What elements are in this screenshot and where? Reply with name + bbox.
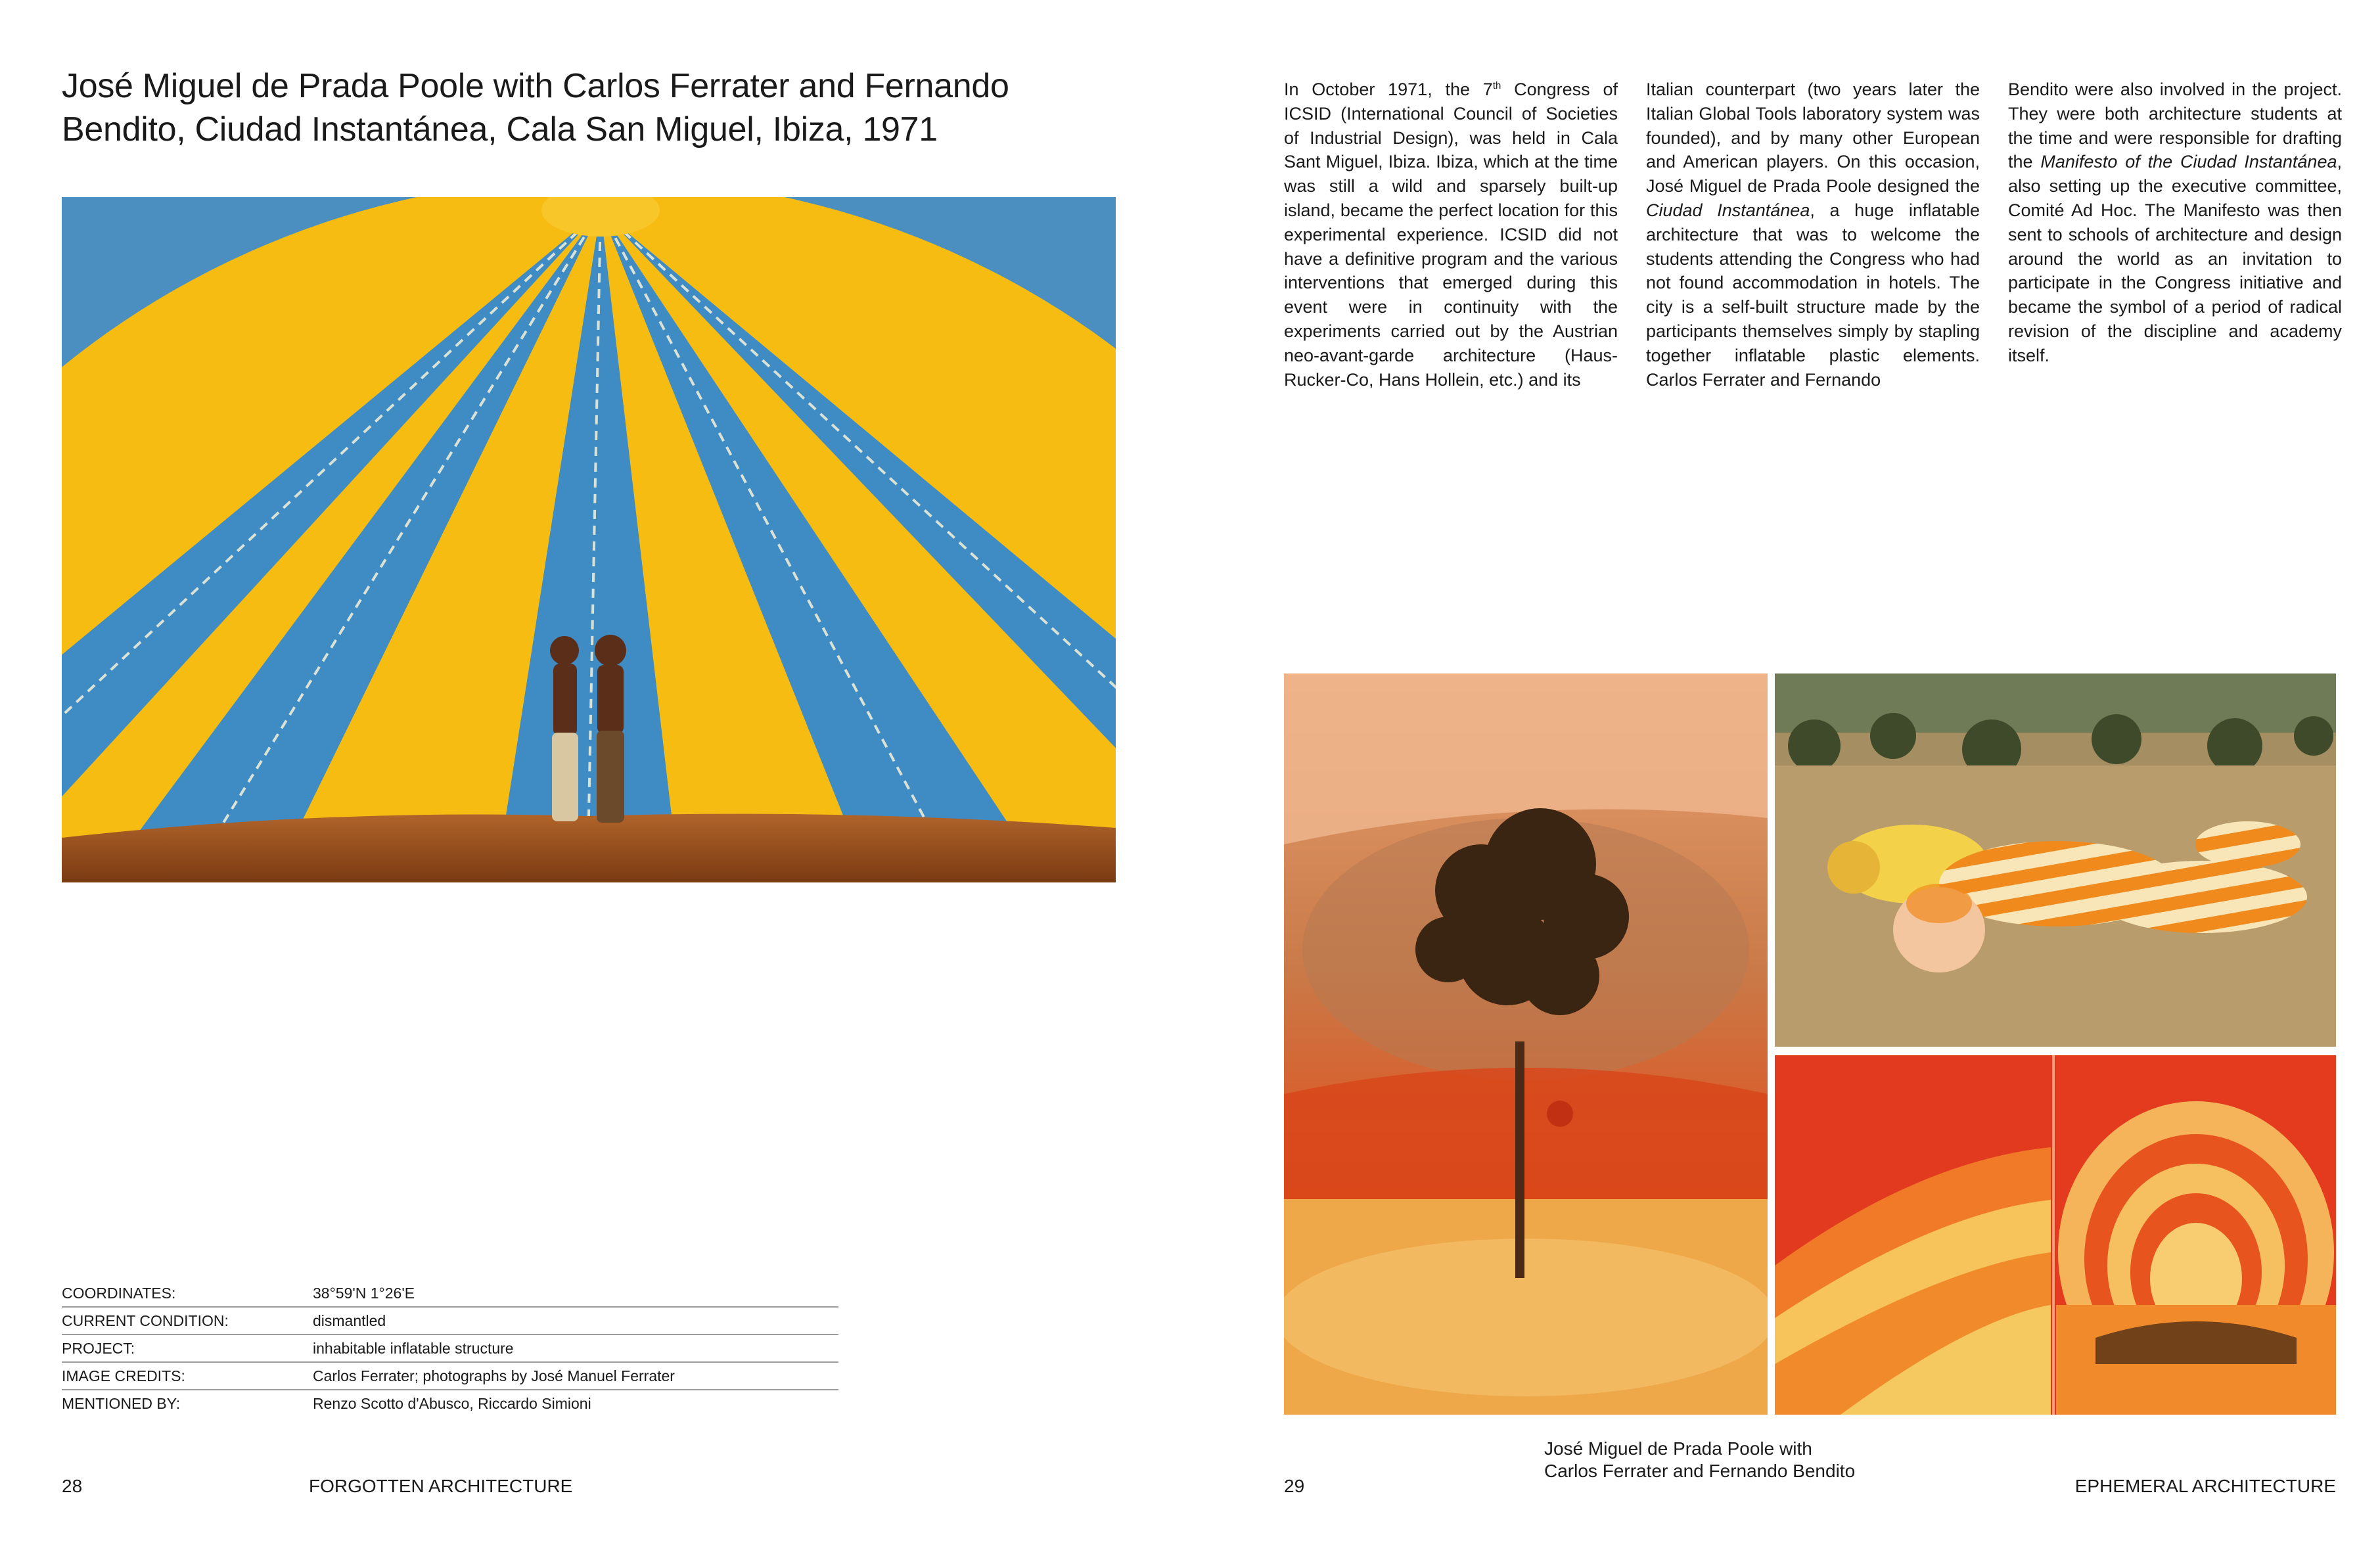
body-column-2 [1646,78,1980,392]
body-text: , also setting up the executive committee, Comité Ad Hoc. The Manifesto was then sent to schools of architecture and design around the world as an invitation to participate in the Congress initiative and became the symbol of a period of radical revision of the discipline and academy itself. [2008,152,2342,365]
italic-title: Ciudad Instantánea [1646,200,1810,220]
fact-label: COORDINATES: [62,1285,176,1302]
fact-label: MENTIONED BY: [62,1395,181,1412]
page-number-right: 29 [1284,1476,1305,1496]
body-text: Congress of ICSID (International Council of Societies of Industrial Design), was held in Cala Sant Miguel, Ibiza. Ibiza, which at the time was still a wild and sparsely built-up island, became the perfect location for this experimental experience. ICSID did not have a definitive program and the various interventions that emerged during this event were in continuity with the experiments carried out by the Austrian neo-avant-garde architecture (Haus-Rucker-Co, Hans Hollein, etc.) and its [1284,80,1618,390]
body-text: , a huge inflatable architecture that was to welcome the students attending the Congress who had not found accommodation in hotels. The city is a self-built structure made by the participants themselves simply by stapling together inflatable plastic elements. Carlos Ferrater and Fernando [1646,200,1980,390]
project-facts-table [62,1280,838,1417]
fact-label: PROJECT: [62,1340,135,1357]
fact-value: dismantled [313,1312,386,1329]
table-row [62,1308,838,1335]
body-text: Italian counterpart (two years later the Italian Global Tools laboratory system was founded), and by many other European and American players. On this occasion, José Miguel de Prada Poole designed the [1646,80,1980,196]
running-head-left: FORGOTTEN ARCHITECTURE [309,1476,573,1496]
caption-line: José Miguel de Prada Poole with [1544,1438,1812,1459]
fact-label: CURRENT CONDITION: [62,1312,229,1329]
body-column-3 [2008,78,2342,368]
body-text: In October 1971, the 7 [1284,80,1493,99]
table-row [62,1280,838,1308]
body-column-1 [1284,78,1618,392]
fact-value: inhabitable inflatable structure [313,1340,514,1357]
table-row [62,1390,838,1417]
table-row [62,1335,838,1363]
inflatable-tunnel-photo [1775,1055,2336,1415]
photo-caption [1544,1438,1873,1482]
fact-value: Carlos Ferrater; photographs by José Manuel Ferrater [313,1367,675,1384]
fact-value: 38°59'N 1°26'E [313,1285,415,1302]
superscript: th [1492,80,1501,91]
page-number-left: 28 [62,1476,83,1496]
table-row [62,1363,838,1390]
body-text: Bendito were also involved in the project. They were both architecture students at the time and were responsible for drafting the [2008,80,2342,172]
caption-line: Carlos Ferrater and Fernando Bendito [1544,1461,1856,1481]
running-head-right: EPHEMERAL ARCHITECTURE [2074,1476,2336,1496]
inflatable-city-photo [1775,673,2336,1047]
fact-value: Renzo Scotto d'Abusco, Riccardo Simioni [313,1395,591,1412]
interior-tree-photo [1284,673,1768,1415]
inflatable-dome-photo [62,197,1116,882]
italic-title: Manifesto of the Ciudad Instantánea [2040,152,2337,172]
fact-label: IMAGE CREDITS: [62,1367,185,1384]
page-title: José Miguel de Prada Poole with Carlos Ferrater and Fernando Bendito, Ciudad Instantánea, Cala San Miguel, Ibiza, 1971 [62,67,1009,148]
